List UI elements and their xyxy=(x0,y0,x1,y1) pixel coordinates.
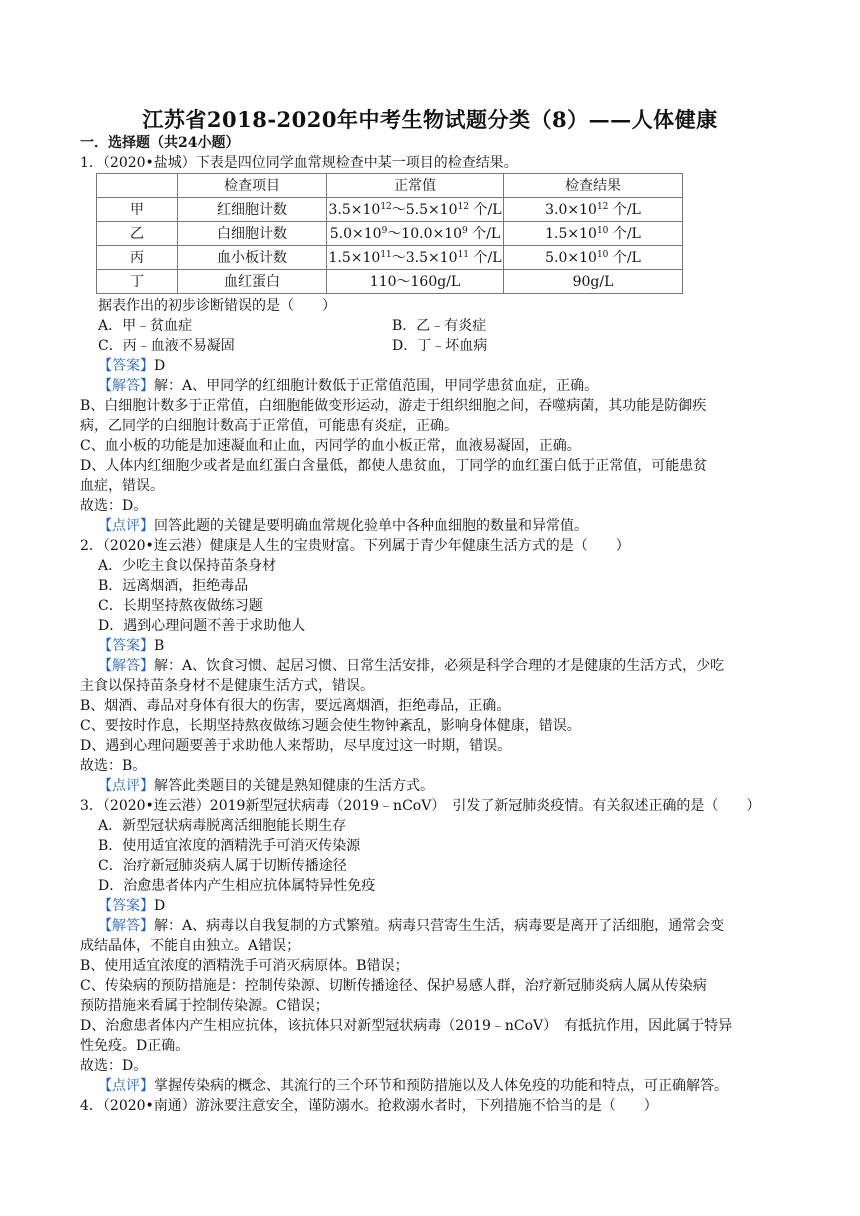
answer-line xyxy=(80,356,800,376)
comment-tag: 【点评】 xyxy=(98,518,154,534)
student-cell: 丁 xyxy=(97,270,178,294)
analysis-line: 故选：D。 xyxy=(80,498,148,514)
answer-line xyxy=(80,896,800,916)
table-row xyxy=(97,198,683,222)
document-title: 江苏省2018-2020年中考生物试题分类（8）——人体健康 xyxy=(142,107,718,132)
analysis-line: D、治愈患者体内产生相应抗体，该抗体只对新型冠状病毒（2019﹣nCoV） 有抵抗作用，因此属于特异 xyxy=(80,1018,733,1034)
student-cell: 丙 xyxy=(97,246,178,270)
normal-value-cell: $5.0\times 10^9\sim 10.0\times 10^9$ 个/L xyxy=(327,222,504,246)
comment-line: 【点评】回答此题的关键是要明确血常规化验单中各种血细胞的数量和异常值。 xyxy=(98,518,588,534)
student-cell: 乙 xyxy=(97,222,178,246)
document-body xyxy=(80,133,800,1116)
option-c: C．长期坚持熬夜做练习题 xyxy=(98,598,263,614)
analysis-line: B、白细胞计数多于正常值，白细胞能做变形运动，游走于组织细胞之间，吞噬病菌，其功能是防御疾 xyxy=(80,398,707,414)
analysis-line: 成结晶体，不能自由独立。A错误； xyxy=(80,938,301,954)
table-header-cell: 检查结果 xyxy=(504,174,683,198)
analysis-line: 【解答】解：A、甲同学的红细胞计数低于正常值范围，甲同学患贫血症，正确。 xyxy=(98,378,599,394)
result-cell: $5.0\times 10^{10}$ 个/L xyxy=(504,246,683,270)
question-2 xyxy=(80,536,800,796)
option-d: D．治愈患者体内产生相应抗体属特异性免疫 xyxy=(98,878,376,894)
normal-value-cell: 110～160g/L xyxy=(327,270,504,294)
analysis-line: 故选：B。 xyxy=(80,758,147,774)
comment-tag: 【点评】 xyxy=(98,1078,154,1094)
option-a: A．新型冠状病毒脱离活细胞能长期生存 xyxy=(98,818,347,834)
question-3 xyxy=(80,796,800,1096)
table-row xyxy=(97,246,683,270)
analysis-line: B、使用适宜浓度的酒精洗手可消灭病原体。B错误； xyxy=(80,958,409,974)
analysis-line: 【解答】解：A、病毒以自我复制的方式繁殖。病毒只营寄生生活，病毒要是离开了活细胞，通常会变 xyxy=(98,918,725,934)
table-header-cell xyxy=(97,174,178,198)
options-row xyxy=(80,336,800,356)
result-cell: $3.0\times 10^{12}$ 个/L xyxy=(504,198,683,222)
table-header-row xyxy=(97,174,683,198)
analysis-line: 【解答】解：A、饮食习惯、起居习惯、日常生活安排，必须是科学合理的才是健康的生活方式，少吃 xyxy=(98,658,725,674)
normal-value-cell: $3.5\times 10^{12}\sim 5.5\times 10^{12}$ 个/L xyxy=(327,198,504,222)
blood-test-table xyxy=(96,173,683,294)
item-cell: 红细胞计数 xyxy=(178,198,327,222)
option-c: C．治疗新冠肺炎病人属于切断传播途径 xyxy=(98,858,347,874)
comment-line: 【点评】掌握传染病的概念、其流行的三个环节和预防措施以及人体免疫的功能和特点，可正确解答。 xyxy=(98,1078,728,1094)
option-b: B．使用适宜浓度的酒精洗手可消灭传染源 xyxy=(98,838,361,854)
answer-line xyxy=(80,636,800,656)
option-c: C．丙﹣血液不易凝固 xyxy=(98,338,235,354)
normal-value-cell: $1.5\times 10^{11}\sim 3.5\times 10^{11}$ 个/L xyxy=(327,246,504,270)
analysis-line: 血症，错误。 xyxy=(80,478,164,494)
analysis-line: 主食以保持苗条身材不是健康生活方式，错误。 xyxy=(80,678,374,694)
item-cell: 血小板计数 xyxy=(178,246,327,270)
option-a: A．少吃主食以保持苗条身材 xyxy=(98,558,277,574)
question-stem: 1．（2020•盐城）下表是四位同学血常规检查中某一项目的检查结果。 xyxy=(80,155,518,171)
analysis-line: C、血小板的功能是加速凝血和止血，丙同学的血小板正常，血液易凝固，正确。 xyxy=(80,438,581,454)
comment-tag: 【点评】 xyxy=(98,778,154,794)
item-cell: 血红蛋白 xyxy=(178,270,327,294)
item-cell: 白细胞计数 xyxy=(178,222,327,246)
analysis-line: B、烟酒、毒品对身体有很大的伤害，要远离烟酒，拒绝毒品，正确。 xyxy=(80,698,511,714)
analysis-line: 预防措施来看属于控制传染源。C错误； xyxy=(80,998,329,1014)
section-heading: 一．选择题（共24小题） xyxy=(80,135,240,151)
table-header-cell: 正常值 xyxy=(327,174,504,198)
option-d: D．丁﹣坏血病 xyxy=(392,338,488,354)
table-header-cell: 检查项目 xyxy=(178,174,327,198)
option-a: A．甲﹣贫血症 xyxy=(98,318,193,334)
answer-tag: 【答案】 xyxy=(98,358,154,374)
table-row xyxy=(97,270,683,294)
answer-tag: 【答案】 xyxy=(98,898,154,914)
question-1 xyxy=(80,153,800,536)
analysis-tag: 【解答】 xyxy=(98,378,154,394)
student-cell: 甲 xyxy=(97,198,178,222)
analysis-line: 性免疫。D正确。 xyxy=(80,1038,190,1054)
answer-value: D xyxy=(154,898,166,914)
analysis-line: C、传染病的预防措施是：控制传染源、切断传播途径、保护易感人群，治疗新冠肺炎病人属从传染病 xyxy=(80,978,707,994)
question-stem: 3．（2020•连云港）2019新型冠状病毒（2019﹣nCoV） 引发了新冠肺炎疫情。有关叙述正确的是（ ） xyxy=(80,798,761,814)
options-row xyxy=(80,316,800,336)
result-cell: 90g/L xyxy=(504,270,683,294)
option-d: D．遇到心理问题不善于求助他人 xyxy=(98,618,306,634)
analysis-tag: 【解答】 xyxy=(98,658,154,674)
question-4 xyxy=(80,1096,800,1116)
question-stem: 4．（2020•南通）游泳要注意安全，谨防溺水。抢救溺水者时，下列措施不恰当的是（ ） xyxy=(80,1098,658,1114)
analysis-line: D、人体内红细胞少或者是血红蛋白含量低，都使人患贫血，丁同学的血红蛋白低于正常值，可能患贫 xyxy=(80,458,708,474)
answer-value: B xyxy=(154,638,165,654)
answer-tag: 【答案】 xyxy=(98,638,154,654)
question-stem: 2．（2020•连云港）健康是人生的宝贵财富。下列属于青少年健康生活方式的是（ ） xyxy=(80,538,630,554)
analysis-line: 故选：D。 xyxy=(80,1058,148,1074)
comment-line: 【点评】解答此类题目的关键是熟知健康的生活方式。 xyxy=(98,778,434,794)
analysis-line: D、遇到心理问题要善于求助他人来帮助，尽早度过这一时期，错误。 xyxy=(80,738,512,754)
answer-value: D xyxy=(154,358,166,374)
option-b: B．远离烟酒，拒绝毒品 xyxy=(98,578,249,594)
analysis-tag: 【解答】 xyxy=(98,918,154,934)
result-cell: $1.5\times 10^{10}$ 个/L xyxy=(504,222,683,246)
option-b: B．乙﹣有炎症 xyxy=(392,318,487,334)
analysis-line: 病，乙同学的白细胞计数高于正常值，可能患有炎症，正确。 xyxy=(80,418,458,434)
table-row xyxy=(97,222,683,246)
question-prompt: 据表作出的初步诊断错误的是（ ） xyxy=(98,298,336,314)
analysis-line: C、要按时作息，长期坚持熬夜做练习题会使生物钟紊乱，影响身体健康，错误。 xyxy=(80,718,581,734)
